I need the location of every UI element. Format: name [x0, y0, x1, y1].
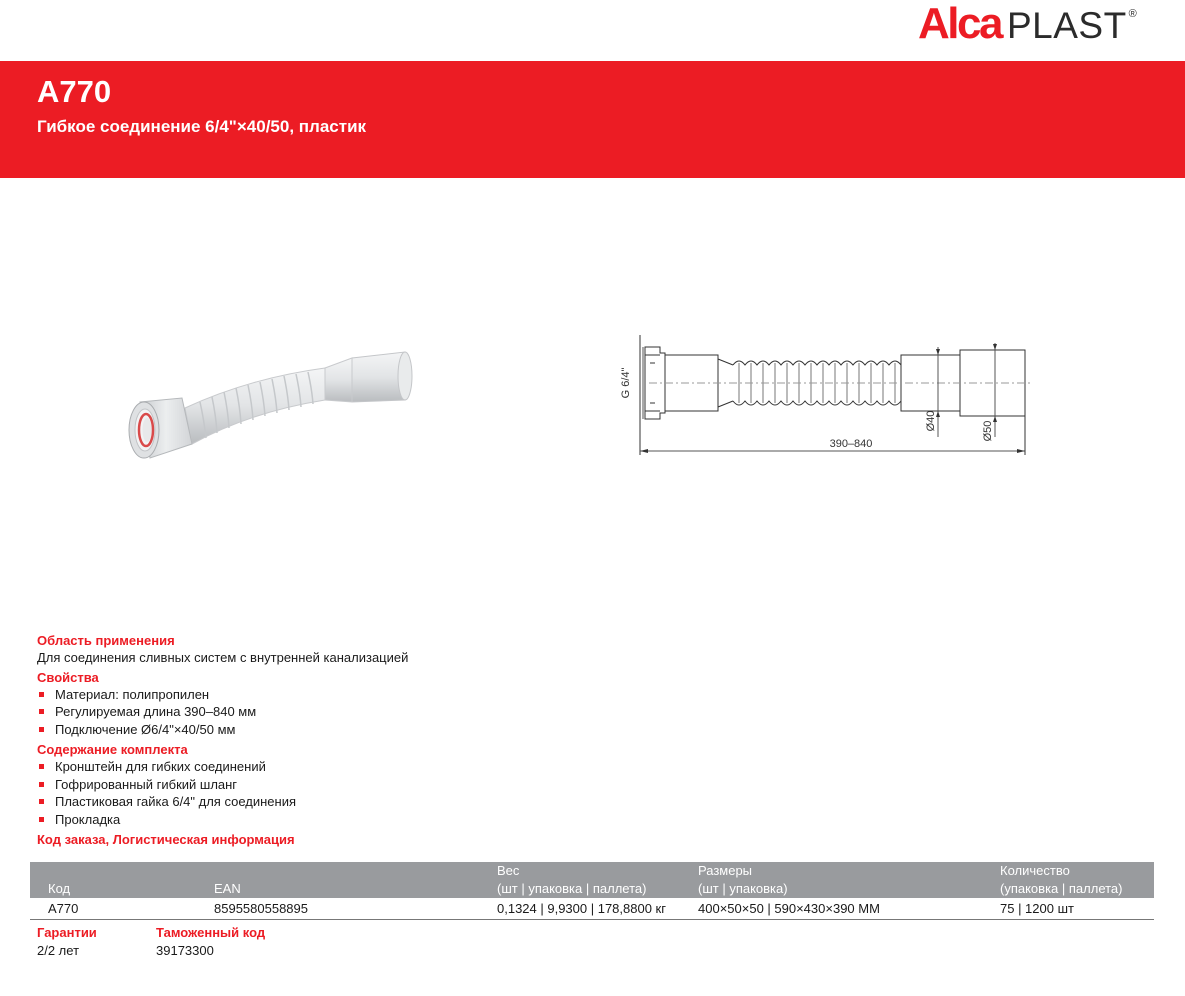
d40-dimension-label: Ø40 [925, 410, 937, 432]
col-weight: Вес [497, 863, 520, 878]
col-code: Код [48, 881, 71, 896]
order-heading: Код заказа, Логистическая информация [37, 831, 295, 847]
cell-code: A770 [48, 901, 79, 916]
col-qty-sub: (упаковка | паллета) [1000, 881, 1123, 896]
warranty-value: 2/2 лет [37, 943, 80, 958]
col-ean: EAN [214, 881, 241, 896]
properties-heading: Свойства [37, 669, 99, 685]
thread-dimension-label: G 6/4" [620, 367, 632, 399]
cell-qty: 75 | 1200 шт [1000, 901, 1074, 916]
length-dimension-label: 390–840 [829, 438, 873, 450]
list-item: Гофрированный гибкий шланг [37, 776, 1137, 794]
col-dims-sub: (шт | упаковка) [698, 881, 788, 896]
technical-drawing [605, 325, 1045, 465]
logo-plast-text: PLAST [1006, 5, 1127, 46]
warranty-block [37, 924, 97, 960]
list-item: Подключение Ø6/4"×40/50 мм [37, 721, 1137, 739]
logistics-table [30, 862, 1154, 920]
logo-alca-text: Alca [918, 0, 1001, 48]
warranty-heading: Гарантии [37, 925, 97, 940]
customs-heading: Таможенный код [156, 925, 266, 940]
logo-registered-mark: ® [1128, 8, 1137, 20]
list-item: Регулируемая длина 390–840 мм [37, 703, 1137, 721]
table-header [30, 862, 1154, 898]
customs-block [156, 924, 265, 960]
cell-dims: 400×50×50 | 590×430×390 MM [698, 901, 880, 916]
kit-heading: Содержание комплекта [37, 741, 188, 757]
product-code: A770 [37, 74, 112, 109]
list-item: Материал: полипропилен [37, 686, 1137, 704]
list-item: Кронштейн для гибких соединений [37, 758, 1137, 776]
product-info [37, 632, 1137, 848]
customs-value: 39173300 [156, 943, 214, 958]
title-banner [0, 61, 1185, 178]
cell-ean: 8595580558895 [214, 901, 308, 916]
alcaplast-logo [918, 2, 1137, 46]
cell-weight: 0,1324 | 9,9300 | 178,8800 кг [497, 901, 666, 916]
col-qty: Количество [1000, 863, 1070, 878]
product-title: Гибкое соединение 6/4"×40/50, пластик [37, 117, 367, 136]
col-dims: Размеры [698, 863, 753, 878]
list-item: Прокладка [37, 811, 1137, 829]
application-text: Для соединения сливных систем с внутренней канализацией [37, 650, 409, 665]
product-photo [120, 340, 420, 480]
col-weight-sub: (шт | упаковка | паллета) [497, 881, 647, 896]
application-heading: Область применения [37, 633, 175, 648]
list-item: Пластиковая гайка 6/4" для соединения [37, 793, 1137, 811]
table-row [30, 898, 1154, 920]
d50-dimension-label: Ø50 [982, 420, 994, 442]
